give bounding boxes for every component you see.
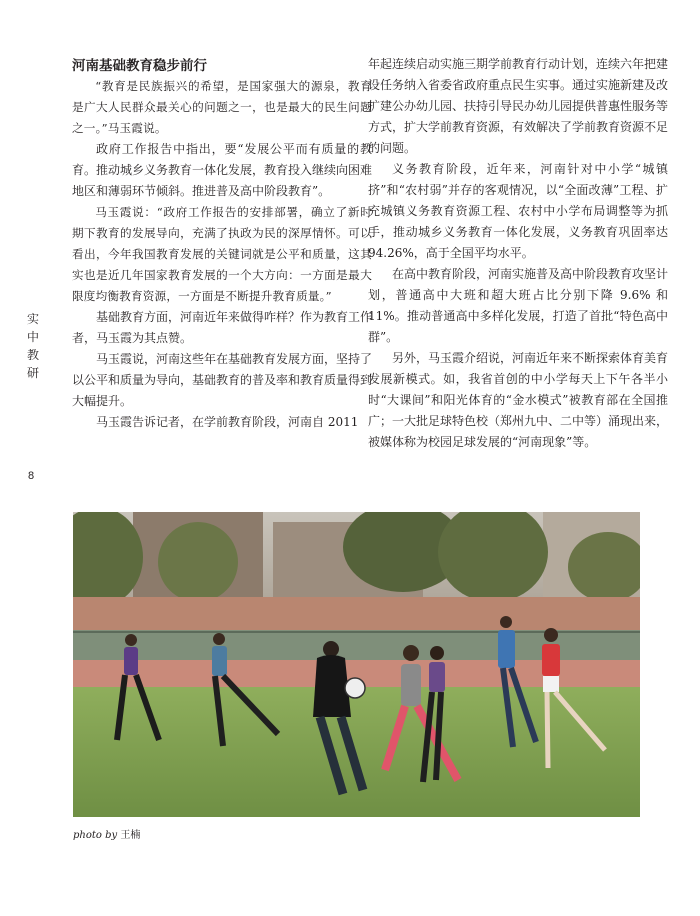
photo-credit [73, 826, 140, 841]
side-label-char: 中 [26, 330, 39, 344]
photo-credit-prefix: photo by [73, 830, 118, 841]
article-paragraph: 义务教育阶段，近年来，河南针对中小学“城镇挤”和“农村弱”并存的客观情况，以“全面改薄”工程、扩充城镇义务教育资源工程、农村中小学布局调整等为抓手，推动城乡义务教育一体化发展，义务教育巩固率达 94.26%，高于全国平均水平。 [368, 162, 668, 260]
side-label-char: 实 [26, 312, 39, 326]
side-label-char: 研 [26, 366, 39, 380]
article-paragraph: 马玉霞告诉记者，在学前教育阶段，河南自 2011 [96, 415, 359, 429]
article-paragraph: 基础教育方面，河南近年来做得咋样？作为教育工作者，马玉霞为其点赞。 [72, 310, 373, 345]
article-paragraph: 另外，马玉霞介绍说，河南近年来不断探索体育美育发展新模式。如，我省首创的中小学每天上下午各半小时“大课间”和阳光体育的“金水模式”被教育部在全国推广；一大批足球特色校（郑州九中、二中等）涌现出来，被媒体称为校园足球发展的“河南现象”等。 [368, 351, 669, 449]
stadium-wall [73, 597, 640, 632]
article-column-right [368, 54, 668, 453]
football-photo [73, 512, 640, 817]
football-pitch [73, 687, 640, 817]
football [345, 678, 365, 698]
article-column-left [72, 56, 372, 433]
section-side-label [26, 310, 40, 382]
photographer-name: 王楠 [120, 830, 141, 841]
article-paragraph: 马玉霞说：“政府工作报告的安排部署，确立了新时期下教育的发展导向，充满了执政为民的深厚情怀。可以看出，今年我国教育发展的关键词就是公平和质量，这其实也是近几年国家教育发展的一个大方向：一方面是最大限度均衡教育资源，一方面是不断提升教育质量。” [72, 205, 372, 303]
photo-illustration [73, 512, 640, 817]
article-paragraph: “教育是民族振兴的希望，是国家强大的源泉，教育是广大人民群众最关心的问题之一，也是最大的民生问题之一。”马玉霞说。 [72, 79, 372, 135]
side-label-char: 教 [26, 348, 39, 362]
article-paragraph: 马玉霞说，河南这些年在基础教育发展方面，坚持了以公平和质量为导向，基础教育的普及率和教育质量得到大幅提升。 [72, 352, 373, 408]
page-number: 8 [28, 470, 35, 482]
tree [158, 522, 238, 602]
article-title: 河南基础教育稳步前行 [72, 58, 207, 74]
article-paragraph: 政府工作报告中指出，要“发展公平而有质量的教育。推动城乡义务教育一体化发展，教育投入继续向困难地区和薄弱环节倾斜。推进普及高中阶段教育”。 [72, 142, 373, 198]
article-paragraph: 年起连续启动实施三期学前教育行动计划，连续六年把建设任务纳入省委省政府重点民生实事。通过实施新建及改扩建公办幼儿园、扶持引导民办幼儿园提供普惠性服务等方式，扩大学前教育资源，有效解决了学前教育资源不足的问题。 [368, 57, 669, 155]
article-paragraph: 在高中教育阶段，河南实施普及高中阶段教育攻坚计划，普通高中大班和超大班占比分别下降 9.6% 和 11%。推动普通高中多样化发展，打造了首批“特色高中群”。 [368, 267, 669, 344]
